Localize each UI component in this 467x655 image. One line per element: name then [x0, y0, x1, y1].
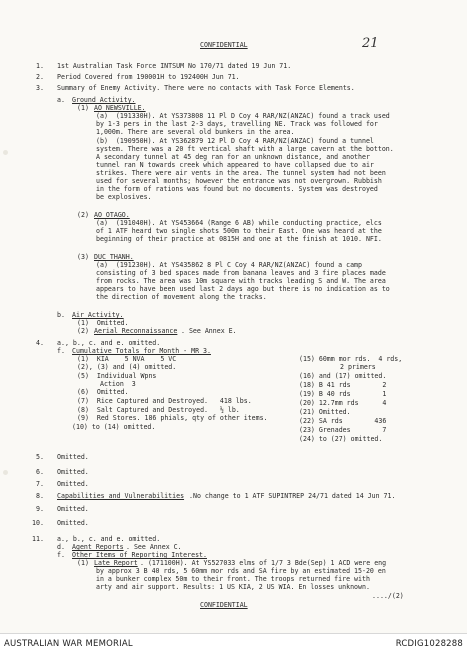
text-line: a., b., c. and e. omitted. [57, 339, 161, 347]
text-line: used for several months; however the entrance was not overgrown. Rubbish [96, 177, 382, 185]
text-line: (22) SA rds 436 [299, 417, 387, 425]
text-line: CONFIDENTIAL [200, 41, 248, 49]
text-line: (3) [77, 253, 89, 261]
handwritten-page-mark: 21 [362, 36, 379, 51]
text-line: 2 primers [340, 363, 376, 371]
text-line: 7. [36, 480, 44, 488]
text-line: (1) [77, 104, 89, 112]
text-line: Omitted. [57, 468, 89, 476]
text-line: in the form of rations was found but no documents. System was destroyed [96, 185, 378, 193]
text-line: d. [57, 543, 65, 551]
text-line: AO OTAGO. [94, 211, 130, 219]
text-line: (16) and (17) omitted. [299, 372, 387, 380]
text-line: from rocks. The area was 10m square with tracks leading S and W. The area [96, 277, 386, 285]
text-line: b. [57, 311, 65, 319]
text-line: Cumulative Totals for Month - MR 3. [72, 347, 211, 355]
text-line: (8) Salt Captured and Destroyed. ½ lb. [77, 406, 240, 414]
text-line: appears to have been used last 2 days ago but there is no indication as to [96, 285, 390, 293]
text-line: 4. [36, 339, 44, 347]
text-line: of 1 ATF heard two single shots 500m to their East. One was heard at the [96, 227, 382, 235]
text-line: strikes. There were air vents in the area. The tunnel system had not been [96, 169, 386, 177]
text-line: 11. [32, 535, 44, 543]
text-line: (23) Grenades 7 [299, 426, 387, 434]
text-line: . (171100H). At YS527033 elms of 1/7 3 Bde(Sep) 1 ACD were eng [140, 559, 387, 567]
text-line: DUC THANH. [94, 253, 134, 261]
text-line: (b) (190950H). At YS362879 12 Pl D Coy 4 RAR/NZ(ANZAC) found a tunnel [96, 137, 374, 145]
text-line: (21) Omitted. [299, 408, 351, 416]
text-line: Omitted. [57, 453, 89, 461]
text-line: (15) 60mm mor rds. 4 rds, [299, 355, 403, 363]
text-line: AO NEWSVILLE. [94, 104, 146, 112]
text-line: 6. [36, 468, 44, 476]
text-line: (a) (191330H). At YS373808 11 Pl D Coy 4 RAR/NZ(ANZAC) found a track used [96, 112, 390, 120]
text-line: .No change to 1 ATF SUPINTREP 24/71 dated 14 Jun 71. [189, 492, 396, 500]
text-line: (1) [77, 559, 89, 567]
text-line: . See Annex E. [181, 327, 237, 335]
text-line: 10. [32, 519, 44, 527]
text-line: (a) (191230H). At YS435862 8 Pl C Coy 4 RAR/NZ(ANZAC) found a camp [96, 261, 362, 269]
text-line: Omitted. [57, 519, 89, 527]
text-line: (9) Red Stores. 186 phials, qty of other items. [77, 414, 268, 422]
text-line: consisting of 3 bed spaces made from banana leaves and 3 fire places made [96, 269, 386, 277]
text-line: Omitted. [57, 505, 89, 513]
text-line: 3. [36, 84, 44, 92]
punch-hole [3, 470, 8, 475]
text-line: (6) Omitted. [77, 388, 129, 396]
text-line: Period Covered from 190001H to 192400H Jun 71. [57, 73, 240, 81]
text-line: CONFIDENTIAL [200, 601, 248, 609]
text-line: tunnel ran N towards creek which appeared to have collapsed due to air [96, 161, 374, 169]
text-line: (a) (191040H). At YS453664 (Range 6 AB) while conducting practice, elcs [96, 219, 382, 227]
footer-record-id: RCDIG1028288 [395, 639, 463, 649]
text-line: (18) B 41 rds 2 [299, 381, 387, 389]
text-line: Other Items of Reporting Interest. [72, 551, 207, 559]
text-line: (5) Individual Wpns [77, 372, 157, 380]
text-line: 9. [36, 505, 44, 513]
text-line: 1. [36, 62, 44, 70]
text-line: Late Report [94, 559, 138, 567]
text-line: (10) to (14) omitted. [72, 423, 156, 431]
text-line: Aerial Reconnaissance [94, 327, 178, 335]
text-line: Action 3 [100, 380, 136, 388]
text-line: Omitted. [57, 480, 89, 488]
text-line: A secondary tunnel at 45 deg ran for an unknown distance, and another [96, 153, 370, 161]
archive-footer [0, 633, 467, 655]
text-line: (2) [77, 211, 89, 219]
text-line: in a bunker complex 50m to their front. The troops returned fire with [96, 575, 370, 583]
text-line: a., b., c. and e. omitted. [57, 535, 161, 543]
text-line: Ground Activity. [72, 96, 136, 104]
text-line: beginning of their practice at 0815H and one at the finish at 1010. NFI. [96, 235, 382, 243]
text-line: (2) [77, 327, 89, 335]
text-line: Summary of Enemy Activity. There were no contacts with Task Force Elements. [57, 84, 355, 92]
text-line: 5. [36, 453, 44, 461]
text-line: f. [57, 347, 65, 355]
text-line: ..../(2) [372, 592, 404, 600]
text-line: Agent Reports [72, 543, 124, 551]
text-line: Capabilities and Vulnerabilities [57, 492, 185, 500]
text-line: 1,000m. There are several old bunkers in the area. [96, 128, 295, 136]
text-line: 2. [36, 73, 44, 81]
text-line: by 1-3 pers in the last 2-3 days, travelling NE. Track was followed for [96, 120, 378, 128]
text-line: . See Annex C. [126, 543, 182, 551]
footer-source: AUSTRALIAN WAR MEMORIAL [4, 639, 133, 649]
text-line: f. [57, 551, 65, 559]
text-line: (1) Omitted. [77, 319, 129, 327]
text-line: the direction of movement along the tracks. [96, 293, 267, 301]
text-line: (20) 12.7mm rds 4 [299, 399, 387, 407]
text-line: be explosives. [96, 193, 152, 201]
punch-hole [3, 150, 8, 155]
text-line: (24) to (27) omitted. [299, 435, 383, 443]
text-line: arty and air support. Results: 1 US KIA, 2 US WIA. En losses unknown. [96, 583, 370, 591]
text-line: Air Activity. [72, 311, 124, 319]
text-line: a. [57, 96, 65, 104]
text-line: (19) B 40 rds 1 [299, 390, 387, 398]
text-line: (2), (3) and (4) omitted. [77, 363, 177, 371]
text-line: (1) KIA 5 NVA 5 VC [77, 355, 177, 363]
text-line: system. There was a 20 ft vertical shaft with a large cavern at the botton. [96, 145, 394, 153]
text-line: 8. [36, 492, 44, 500]
text-line: (7) Rice Captured and Destroyed. 418 lbs. [77, 397, 252, 405]
text-line: 1st Australian Task Force INTSUM No 170/71 dated 19 Jun 71. [57, 62, 292, 70]
text-line: by approx 3 B 40 rds, 5 60mm mor rds and SA fire by an estimated 15-20 en [96, 567, 386, 575]
